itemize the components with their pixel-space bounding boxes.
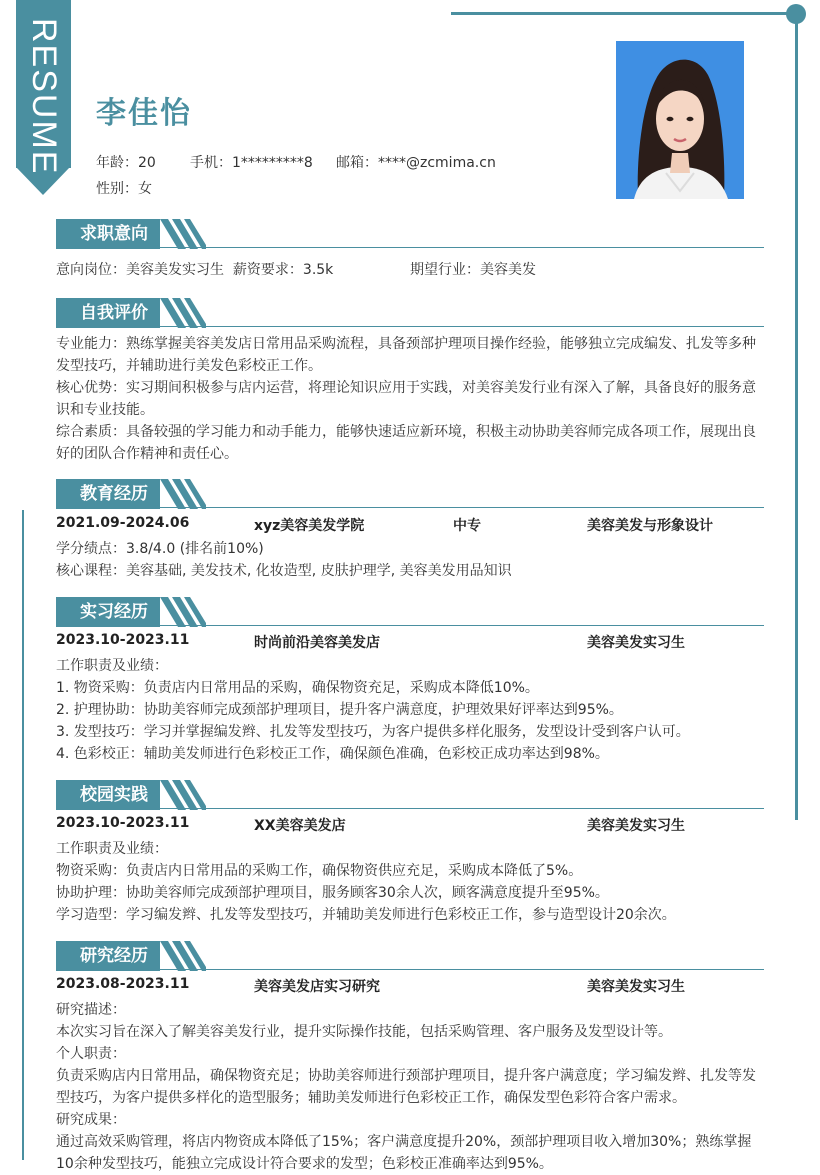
campus-period: 2023.10-2023.11 [56, 815, 190, 831]
age-value: 20 [138, 155, 156, 171]
section-header-education [56, 479, 764, 509]
internship-item: 3. 发型技巧：学习并掌握编发辫、扎发等发型技巧，为客户提供多样化服务，发型设计受到客户认可。 [56, 724, 690, 740]
section-header-self-eval [56, 298, 764, 328]
phone-value: 1*********8 [232, 155, 313, 171]
email-value: ****@zcmima.cn [378, 155, 496, 171]
internship-item: 2. 护理协助：协助美容师完成颈部护理项目，提升客户满意度，护理效果好评率达到95%。 [56, 702, 623, 718]
campus-intro: 工作职责及业绩： [56, 841, 168, 857]
self-eval-paragraph: 综合素质：具备较强的学习能力和动手能力，能够快速适应新环境，积极主动协助美容师完成各项工作，展现出良好的团队合作精神和责任心。 [56, 424, 756, 462]
campus-role: 美容美发实习生 [587, 818, 685, 834]
info-row-1 [96, 152, 496, 172]
section-title: 教育经历 [56, 479, 160, 509]
education-degree: 中专 [453, 518, 481, 534]
gender-value: 女 [138, 181, 152, 197]
research-project: 美容美发店实习研究 [254, 979, 380, 995]
section-title: 研究经历 [56, 941, 160, 971]
internship-period: 2023.10-2023.11 [56, 632, 190, 648]
section-rule [56, 247, 764, 248]
education-school: xyz美容美发学院 [254, 518, 365, 534]
info-row-2 [96, 178, 152, 198]
section-stripes [156, 597, 206, 627]
section-title: 求职意向 [56, 219, 160, 249]
intent-salary: 薪资要求：3.5k [232, 262, 334, 278]
campus-item: 协助护理：协助美容师完成颈部护理项目，服务顾客30余人次，顾客满意度提升至95%。 [56, 885, 609, 901]
internship-row [56, 632, 766, 654]
section-header-internship [56, 597, 764, 627]
section-rule [56, 969, 764, 970]
education-major: 美容美发与形象设计 [587, 518, 713, 534]
section-stripes [156, 219, 206, 249]
education-row [56, 515, 766, 537]
research-desc-label: 研究描述： [56, 1002, 126, 1018]
research-period: 2023.08-2023.11 [56, 976, 190, 992]
campus-item: 物资采购：负责店内日常用品的采购工作，确保物资供应充足，采购成本降低了5%。 [56, 863, 583, 879]
section-header-intent [56, 219, 764, 249]
internship-item: 1. 物资采购：负责店内日常用品的采购，确保物资充足，采购成本降低10%。 [56, 680, 539, 696]
internship-item: 4. 色彩校正：辅助美发师进行色彩校正工作，确保颜色准确，色彩校正成功率达到98%。 [56, 746, 609, 762]
section-rule [56, 507, 764, 508]
candidate-name: 李佳怡 [96, 96, 192, 131]
resume-ribbon [16, 0, 71, 195]
section-title: 校园实践 [56, 780, 160, 810]
email-label: 邮箱： [336, 155, 378, 171]
education-courses: 核心课程：美容基础, 美发技术, 化妆造型, 皮肤护理学, 美容美发用品知识 [56, 563, 512, 579]
section-stripes [156, 780, 206, 810]
research-desc: 本次实习旨在深入了解美容美发行业，提升实际操作技能，包括采购管理、客户服务及发型设计等。 [56, 1024, 672, 1040]
research-duty-label: 个人职责： [56, 1046, 126, 1062]
section-title: 自我评价 [56, 298, 160, 328]
section-rule [56, 808, 764, 809]
intent-industry: 期望行业：美容美发 [410, 262, 536, 278]
profile-photo-illustration [616, 41, 744, 199]
research-duty: 负责采购店内日常用品，确保物资充足；协助美容师进行颈部护理项目，提升客户满意度；学习编发辫、扎发等发型技巧，为客户提供多样化的造型服务；辅助美发师进行色彩校正工作，确保发型色彩符合客户需求。 [56, 1068, 756, 1106]
section-header-campus [56, 780, 764, 810]
internship-role: 美容美发实习生 [587, 635, 685, 651]
research-role: 美容美发实习生 [587, 979, 685, 995]
intent-position: 意向岗位：美容美发实习生 [56, 262, 224, 278]
section-stripes [156, 941, 206, 971]
section-stripes [156, 479, 206, 509]
internship-company: 时尚前沿美容美发店 [254, 635, 380, 651]
research-result: 通过高效采购管理，将店内物资成本降低了15%；客户满意度提升20%，颈部护理项目收入增加30%；熟练掌握10余种发型技巧，能独立完成设计符合要求的发型；色彩校正准确率达到95%。 [56, 1134, 752, 1172]
right-decor-line [795, 14, 798, 820]
top-decor-line [451, 12, 796, 15]
gender-label: 性别： [96, 181, 138, 197]
research-row [56, 976, 766, 998]
phone-label: 手机： [190, 155, 232, 171]
section-stripes [156, 298, 206, 328]
education-gpa: 学分绩点：3.8/4.0 (排名前10%) [56, 541, 264, 557]
research-result-label: 研究成果： [56, 1112, 126, 1128]
self-eval-paragraph: 专业能力：熟练掌握美容美发店日常用品采购流程，具备颈部护理项目操作经验，能够独立完成编发、扎发等多种发型技巧，并辅助进行美发色彩校正工作。 [56, 336, 756, 374]
intent-row [56, 259, 766, 281]
self-eval-paragraph: 核心优势：实习期间积极参与店内运营，将理论知识应用于实践，对美容美发行业有深入了解，具备良好的服务意识和专业技能。 [56, 380, 756, 418]
profile-photo [616, 41, 744, 199]
education-period: 2021.09-2024.06 [56, 515, 190, 531]
campus-company: XX美容美发店 [254, 818, 346, 834]
campus-item: 学习造型：学习编发辫、扎发等发型技巧，并辅助美发师进行色彩校正工作，参与造型设计20余次。 [56, 907, 676, 923]
section-rule [56, 326, 764, 327]
section-header-research [56, 941, 764, 971]
campus-row [56, 815, 766, 837]
age-label: 年龄： [96, 155, 138, 171]
section-rule [56, 625, 764, 626]
left-decor-line [22, 510, 24, 1160]
internship-intro: 工作职责及业绩： [56, 658, 168, 674]
section-title: 实习经历 [56, 597, 160, 627]
ribbon-text: RESUME [25, 18, 63, 176]
